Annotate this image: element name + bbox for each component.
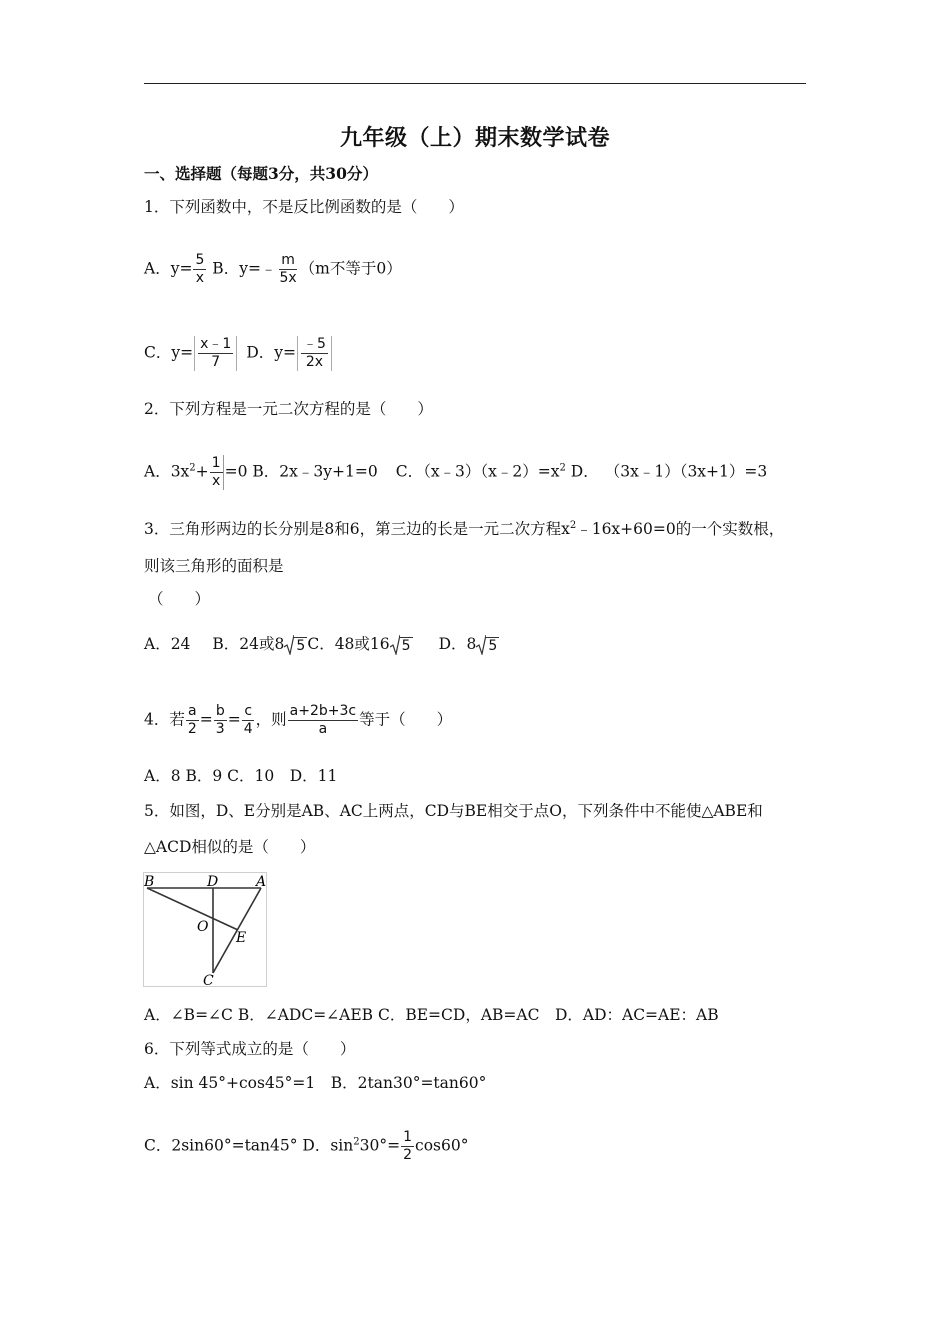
q6-d-mid: 30°= (359, 1136, 401, 1155)
q1-c-denominator: 7 (211, 354, 221, 370)
label-a: A (256, 874, 267, 890)
question-1-stem: 1．下列函数中，不是反比例函数的是（ ） (144, 198, 464, 216)
q3-c-prefix: C．48或16 (307, 635, 390, 653)
question-6-stem: 6．下列等式成立的是（ ） (144, 1040, 356, 1058)
q3-exponent: 2 (569, 519, 577, 531)
question-3-answer-paren: （ ） (148, 590, 211, 608)
q6-c-option: C．2sin60°=tan45° D．sin (144, 1136, 354, 1155)
q1-a-numerator: 5 (195, 252, 205, 268)
q4-fraction-c-den: 4 (243, 721, 253, 737)
triangle-figure (143, 872, 267, 987)
q2-a-exponent: 2 (189, 462, 196, 474)
q2-c-prefix: C．（x﹣3）（x﹣2）=x (395, 462, 560, 481)
q2-a-plus: + (195, 462, 209, 481)
q6-d-exponent: 2 (353, 1136, 360, 1148)
question-6-options-cd (144, 1129, 468, 1164)
q1-b-suffix: （m不等于0） (299, 259, 402, 278)
q2-c-exponent: 2 (559, 462, 566, 474)
q4-fraction-expr-num: a+2b+3c (289, 703, 357, 719)
q3-b-radicand: 5 (296, 638, 306, 654)
q3-c-radicand: 5 (401, 638, 411, 654)
q1-d-denominator: 2x (305, 354, 324, 370)
q3-d-sqrt (476, 635, 499, 655)
q1-b-numerator: m (281, 252, 295, 268)
q1-d-prefix: D．y= (246, 343, 296, 362)
question-1-options-cd (144, 336, 333, 371)
question-4-options: A．8 B．9 C．10 D．11 (144, 767, 338, 785)
question-5-stem-line1: 5．如图，D、E分别是AB、AC上两点，CD与BE相交于点O，下列条件中不能使△ABE和 (144, 802, 763, 820)
q6-d-fraction (401, 1129, 414, 1164)
label-o: O (197, 919, 209, 935)
label-c: C (203, 973, 214, 987)
q4-then: ，则 (255, 710, 287, 729)
q1-c-prefix: C．y= (144, 343, 194, 362)
q3-b-sqrt (284, 635, 307, 655)
q4-fraction-c (242, 703, 255, 738)
q2-a-suffix: =0 (224, 462, 248, 481)
q1-a-prefix: A．y= (144, 259, 193, 278)
q3-b-prefix: B．24或8 (212, 635, 285, 653)
q3-stem-b: ﹣16x+60=0的一个实数根， (576, 520, 785, 538)
q4-suffix: 等于（ ） (359, 710, 453, 729)
q4-fraction-expr (288, 703, 358, 738)
q3-a-option: A．24 (144, 635, 191, 653)
q1-c-numerator: x﹣1 (200, 336, 232, 352)
section-heading: 一、选择题（每题3分，共30分） (144, 164, 378, 183)
q4-prefix: 4．若 (144, 710, 185, 729)
question-3-stem-line1 (144, 518, 784, 540)
q6-d-suffix: cos60° (415, 1136, 469, 1155)
q4-fraction-expr-den: a (318, 721, 328, 737)
q4-fraction-b-den: 3 (215, 721, 225, 737)
q4-fraction-a-num: a (188, 703, 197, 719)
q2-d-option: （3x﹣1）（3x+1）=3 (604, 462, 768, 481)
label-d: D (207, 874, 219, 890)
q6-d-denominator: 2 (403, 1147, 413, 1163)
question-2-options (144, 455, 767, 490)
question-5-stem-line2: △ACD相似的是（ ） (144, 838, 316, 856)
question-6-options-ab: A．sin 45°+cos45°=1 B．2tan30°=tan60° (144, 1074, 487, 1092)
q2-a-fraction (210, 455, 224, 490)
q4-fraction-b (214, 703, 227, 738)
question-4-stem (144, 703, 452, 738)
q4-fraction-a (186, 703, 199, 738)
q1-b-prefix: B．y=﹣ (207, 259, 277, 278)
label-b: B (144, 874, 155, 890)
q2-a-prefix: A．3x (144, 462, 190, 481)
q3-d-prefix: D．8 (438, 635, 477, 653)
question-5-options: A．∠B=∠C B．∠ADC=∠AEB C．BE=CD，AB=AC D．AD：AC=AE：AB (144, 1006, 719, 1024)
header-rule (144, 83, 806, 84)
q3-stem-a: 3．三角形两边的长分别是8和6，第三边的长是一元二次方程x (144, 520, 570, 538)
q4-equals-2: = (227, 710, 241, 729)
q4-fraction-a-den: 2 (187, 721, 197, 737)
q6-d-numerator: 1 (403, 1129, 413, 1145)
question-3-options (144, 633, 499, 655)
label-e: E (236, 930, 247, 946)
q1-d-numerator: ﹣5 (302, 336, 326, 352)
q2-b-option: B．2x﹣3y+1=0 (247, 462, 378, 481)
q1-b-denominator: 5x (279, 270, 297, 286)
q1-c-fraction (194, 336, 237, 371)
q3-c-sqrt (390, 635, 413, 655)
q2-a-numerator: 1 (211, 455, 221, 471)
q2-d-prefix: D． (565, 462, 599, 481)
q3-d-radicand: 5 (488, 638, 498, 654)
q4-fraction-c-num: c (244, 703, 253, 719)
question-1-options-ab (144, 252, 402, 287)
q1-a-denominator: x (195, 270, 205, 286)
question-2-stem: 2．下列方程是一元二次方程的是（ ） (144, 400, 433, 418)
q1-d-fraction (297, 336, 332, 371)
q4-fraction-b-num: b (215, 703, 225, 719)
q4-equals-1: = (199, 710, 213, 729)
page-title: 九年级（上）期末数学试卷 (339, 125, 610, 151)
q2-a-denominator: x (211, 473, 221, 489)
q1-a-fraction (193, 252, 206, 287)
question-3-stem-line2: 则该三角形的面积是 (144, 557, 284, 575)
q1-b-fraction (277, 252, 298, 287)
